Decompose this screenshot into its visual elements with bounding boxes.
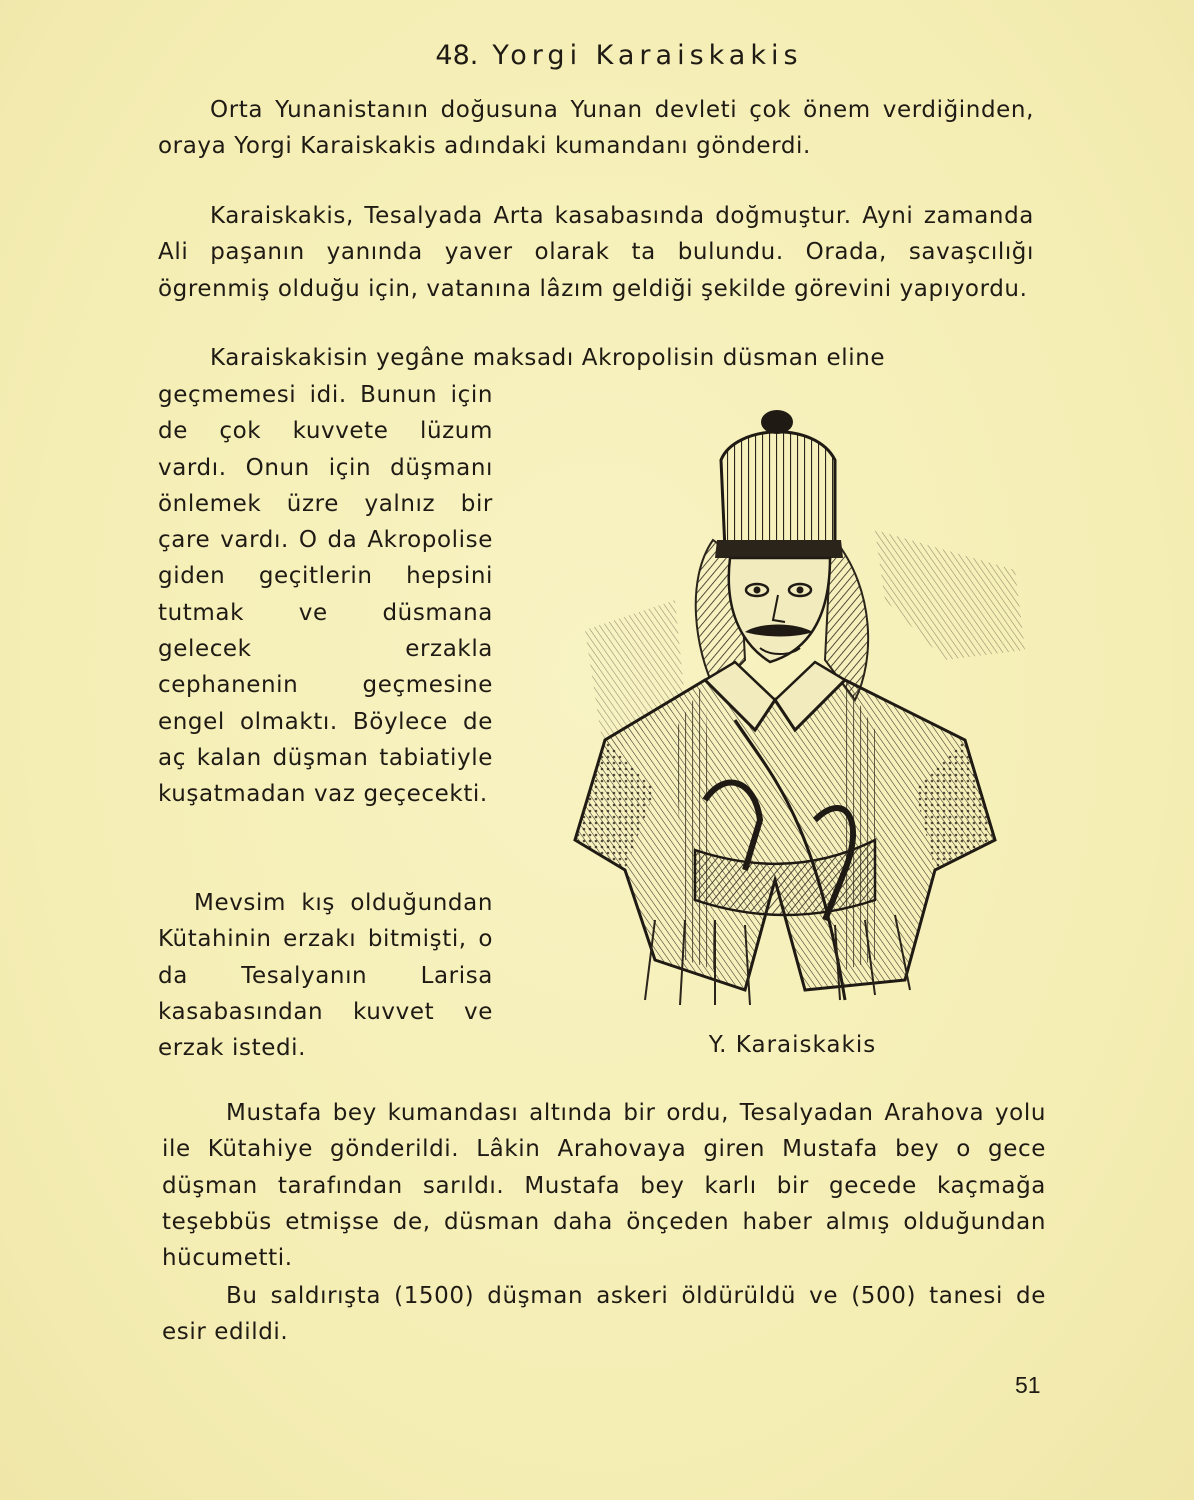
paragraph-1: Orta Yunanistanın doğusuna Yunan devleti çok önem verdiğinden, oraya Yorgi Karaiskakis adındaki kumandanı gönderdi.: [158, 97, 1034, 160]
paragraph-3-column: geçmemesi idi. Bunun için de çok kuvvete lüzum vardı. Onun için düşmanı önlemek üzre yalnız bir çare vardı. O da Akropolise giden geçitlerin hepsini tutmak ve düsmana gelecek erzakla cephanenin geçmesine engel olmaktı. Böylece de aç kalan düşman tabiatiyle kuşatmadan vaz geçecekti.: [158, 382, 493, 808]
paragraph-3-first-line: Karaiskakisin yegâne maksadı Akropolisin düsman eline: [210, 345, 886, 371]
chapter-heading: [22, 40, 1194, 71]
paragraph-4-column: Mevsim kış olduğundan Kütahinin erzakı bitmişti, o da Tesalyanın Larisa kasabasından kuvvet ve erzak istedi.: [158, 890, 493, 1062]
paragraph-2: Karaiskakis, Tesalyada Arta kasabasında doğmuştur. Ayni zamanda Ali paşanın yanında yaver olarak ta bulundu. Orada, savaşcılığı ögrenmiş olduğu için, vatanına lâzım geldiği şekilde görevini yapıyordu.: [158, 203, 1034, 302]
chapter-title: Yorgi Karaiskakis: [492, 40, 803, 71]
chapter-number: 48.: [435, 40, 479, 71]
page-number: 51: [1015, 1372, 1041, 1398]
paragraph-6: Bu saldırışta (1500) düşman askeri öldürüldü ve (500) tanesi de esir edildi.: [162, 1283, 1046, 1346]
portrait-engraving: [545, 400, 1040, 1020]
figure-caption: Y. Karaiskakis: [708, 1032, 877, 1058]
paragraph-5: Mustafa bey kumandası altında bir ordu, Tesalyadan Arahova yolu ile Kütahiye gönderildi. Lâkin Arahovaya giren Mustafa bey o gece düşman tarafından sarıldı. Mustafa bey karlı bir gecede kaçmağa teşebbüs etmişse de, düsman daha önçeden haber almış olduğundan hücumetti.: [162, 1100, 1046, 1272]
fez-cap: [715, 410, 843, 558]
jacket: [575, 680, 995, 990]
